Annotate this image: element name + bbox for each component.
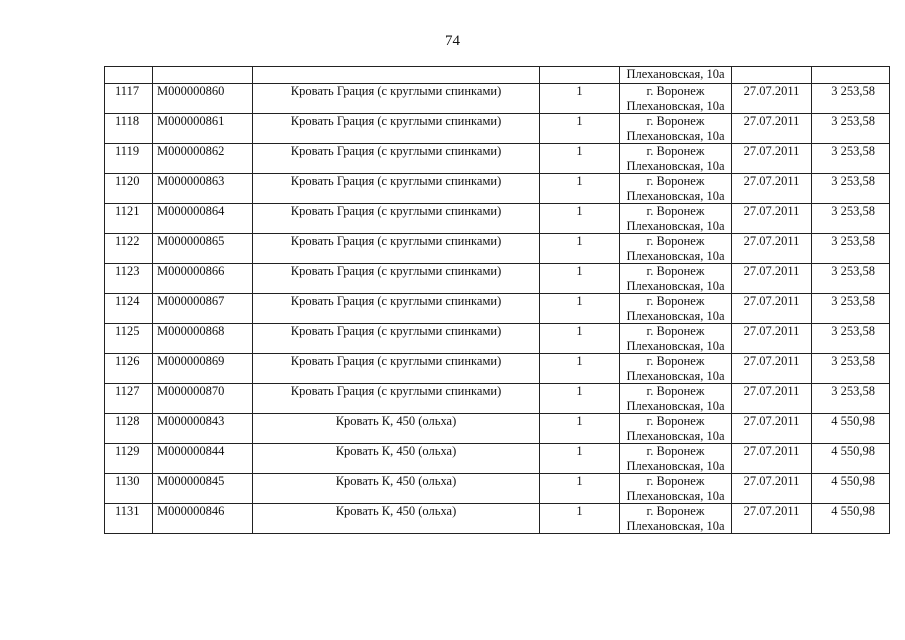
inventory-table [104, 66, 890, 534]
item-number: 1123 [105, 264, 153, 294]
continued-code-cell [153, 67, 253, 84]
location-street: Плехановская, 10а [626, 398, 725, 413]
item-date: 27.07.2011 [732, 234, 812, 264]
location-city: г. Воронеж [646, 354, 705, 368]
item-name: Кровать Грация (с круглыми спинками) [253, 114, 540, 144]
table-row [105, 234, 890, 264]
inventory-code: М000000865 [153, 234, 253, 264]
location-street: Плехановская, 10а [626, 248, 725, 263]
inventory-code: М000000861 [153, 114, 253, 144]
item-location [620, 324, 732, 354]
item-date: 27.07.2011 [732, 114, 812, 144]
item-date: 27.07.2011 [732, 144, 812, 174]
location-street: Плехановская, 10а [626, 488, 725, 503]
item-name: Кровать К, 450 (ольха) [253, 474, 540, 504]
item-price: 4 550,98 [812, 444, 890, 474]
item-price: 3 253,58 [812, 264, 890, 294]
item-date: 27.07.2011 [732, 384, 812, 414]
inventory-code: М000000870 [153, 384, 253, 414]
item-name: Кровать Грация (с круглыми спинками) [253, 234, 540, 264]
continued-date-cell [732, 67, 812, 84]
table-row [105, 144, 890, 174]
table-row [105, 414, 890, 444]
item-number: 1129 [105, 444, 153, 474]
inventory-code: М000000864 [153, 204, 253, 234]
item-location [620, 414, 732, 444]
item-location [620, 474, 732, 504]
location-street: Плехановская, 10а [626, 218, 725, 233]
item-number: 1126 [105, 354, 153, 384]
item-price: 3 253,58 [812, 114, 890, 144]
location-city: г. Воронеж [646, 474, 705, 488]
inventory-code: М000000844 [153, 444, 253, 474]
item-date: 27.07.2011 [732, 84, 812, 114]
location-city: г. Воронеж [646, 84, 705, 98]
item-quantity: 1 [540, 114, 620, 144]
item-quantity: 1 [540, 474, 620, 504]
item-price: 3 253,58 [812, 84, 890, 114]
item-location [620, 84, 732, 114]
continued-row [105, 67, 890, 84]
table-row [105, 294, 890, 324]
item-location [620, 204, 732, 234]
inventory-code: М000000843 [153, 414, 253, 444]
item-number: 1118 [105, 114, 153, 144]
location-city: г. Воронеж [646, 504, 705, 518]
location-city: г. Воронеж [646, 414, 705, 428]
table-row [105, 354, 890, 384]
item-date: 27.07.2011 [732, 294, 812, 324]
location-city: г. Воронеж [646, 264, 705, 278]
location-city: г. Воронеж [646, 294, 705, 308]
item-number: 1119 [105, 144, 153, 174]
inventory-code: М000000846 [153, 504, 253, 534]
inventory-code: М000000867 [153, 294, 253, 324]
item-quantity: 1 [540, 204, 620, 234]
item-quantity: 1 [540, 444, 620, 474]
location-city: г. Воронеж [646, 174, 705, 188]
item-price: 4 550,98 [812, 474, 890, 504]
continued-location-cell: Плехановская, 10а [620, 67, 732, 84]
location-street: Плехановская, 10а [626, 518, 725, 533]
location-street: Плехановская, 10а [626, 188, 725, 203]
table-row [105, 84, 890, 114]
location-street: Плехановская, 10а [626, 338, 725, 353]
location-city: г. Воронеж [646, 384, 705, 398]
location-street: Плехановская, 10а [626, 278, 725, 293]
item-name: Кровать К, 450 (ольха) [253, 504, 540, 534]
item-quantity: 1 [540, 264, 620, 294]
page-number: 74 [445, 33, 460, 49]
item-date: 27.07.2011 [732, 474, 812, 504]
location-street: Плехановская, 10а [626, 368, 725, 383]
table-row [105, 444, 890, 474]
location-street: Плехановская, 10а [626, 458, 725, 473]
table-row [105, 174, 890, 204]
item-number: 1121 [105, 204, 153, 234]
item-name: Кровать Грация (с круглыми спинками) [253, 384, 540, 414]
table-row [105, 384, 890, 414]
location-city: г. Воронеж [646, 234, 705, 248]
item-quantity: 1 [540, 234, 620, 264]
item-price: 3 253,58 [812, 294, 890, 324]
item-price: 3 253,58 [812, 204, 890, 234]
item-date: 27.07.2011 [732, 414, 812, 444]
location-city: г. Воронеж [646, 144, 705, 158]
inventory-code: М000000869 [153, 354, 253, 384]
item-number: 1131 [105, 504, 153, 534]
table-row [105, 114, 890, 144]
continued-price-cell [812, 67, 890, 84]
item-name: Кровать Грация (с круглыми спинками) [253, 174, 540, 204]
item-number: 1120 [105, 174, 153, 204]
location-street: Плехановская, 10а [626, 158, 725, 173]
location-street: Плехановская, 10а [626, 428, 725, 443]
item-price: 4 550,98 [812, 414, 890, 444]
item-location [620, 234, 732, 264]
continued-name-cell [253, 67, 540, 84]
inventory-code: М000000866 [153, 264, 253, 294]
item-price: 3 253,58 [812, 234, 890, 264]
inventory-code: М000000845 [153, 474, 253, 504]
continued-qty-cell [540, 67, 620, 84]
item-price: 3 253,58 [812, 324, 890, 354]
item-date: 27.07.2011 [732, 324, 812, 354]
item-location [620, 174, 732, 204]
item-quantity: 1 [540, 294, 620, 324]
item-quantity: 1 [540, 174, 620, 204]
item-location [620, 114, 732, 144]
table-row [105, 324, 890, 354]
item-date: 27.07.2011 [732, 354, 812, 384]
item-quantity: 1 [540, 354, 620, 384]
table-row [105, 474, 890, 504]
item-name: Кровать Грация (с круглыми спинками) [253, 324, 540, 354]
location-street: Плехановская, 10а [626, 308, 725, 323]
item-location [620, 354, 732, 384]
item-date: 27.07.2011 [732, 204, 812, 234]
table-row [105, 504, 890, 534]
item-name: Кровать Грация (с круглыми спинками) [253, 264, 540, 294]
item-number: 1122 [105, 234, 153, 264]
item-number: 1127 [105, 384, 153, 414]
item-name: Кровать Грация (с круглыми спинками) [253, 84, 540, 114]
item-name: Кровать К, 450 (ольха) [253, 414, 540, 444]
item-name: Кровать Грация (с круглыми спинками) [253, 354, 540, 384]
item-location [620, 144, 732, 174]
item-quantity: 1 [540, 144, 620, 174]
item-number: 1124 [105, 294, 153, 324]
item-location [620, 444, 732, 474]
item-date: 27.07.2011 [732, 264, 812, 294]
item-quantity: 1 [540, 414, 620, 444]
location-street: Плехановская, 10а [626, 98, 725, 113]
item-name: Кровать К, 450 (ольха) [253, 444, 540, 474]
item-quantity: 1 [540, 84, 620, 114]
continued-num-cell [105, 67, 153, 84]
item-date: 27.07.2011 [732, 174, 812, 204]
inventory-code: М000000868 [153, 324, 253, 354]
item-number: 1117 [105, 84, 153, 114]
inventory-code: М000000860 [153, 84, 253, 114]
item-quantity: 1 [540, 384, 620, 414]
item-quantity: 1 [540, 324, 620, 354]
location-city: г. Воронеж [646, 324, 705, 338]
item-number: 1128 [105, 414, 153, 444]
item-price: 3 253,58 [812, 384, 890, 414]
item-date: 27.07.2011 [732, 504, 812, 534]
location-street: Плехановская, 10а [626, 128, 725, 143]
item-name: Кровать Грация (с круглыми спинками) [253, 294, 540, 324]
item-price: 4 550,98 [812, 504, 890, 534]
item-price: 3 253,58 [812, 144, 890, 174]
table-row [105, 204, 890, 234]
inventory-code: М000000862 [153, 144, 253, 174]
item-number: 1125 [105, 324, 153, 354]
item-number: 1130 [105, 474, 153, 504]
item-location [620, 384, 732, 414]
item-location [620, 294, 732, 324]
location-city: г. Воронеж [646, 204, 705, 218]
table-row [105, 264, 890, 294]
item-price: 3 253,58 [812, 174, 890, 204]
item-name: Кровать Грация (с круглыми спинками) [253, 144, 540, 174]
location-city: г. Воронеж [646, 444, 705, 458]
item-date: 27.07.2011 [732, 444, 812, 474]
item-price: 3 253,58 [812, 354, 890, 384]
inventory-code: М000000863 [153, 174, 253, 204]
location-city: г. Воронеж [646, 114, 705, 128]
item-quantity: 1 [540, 504, 620, 534]
item-location [620, 504, 732, 534]
item-name: Кровать Грация (с круглыми спинками) [253, 204, 540, 234]
item-location [620, 264, 732, 294]
